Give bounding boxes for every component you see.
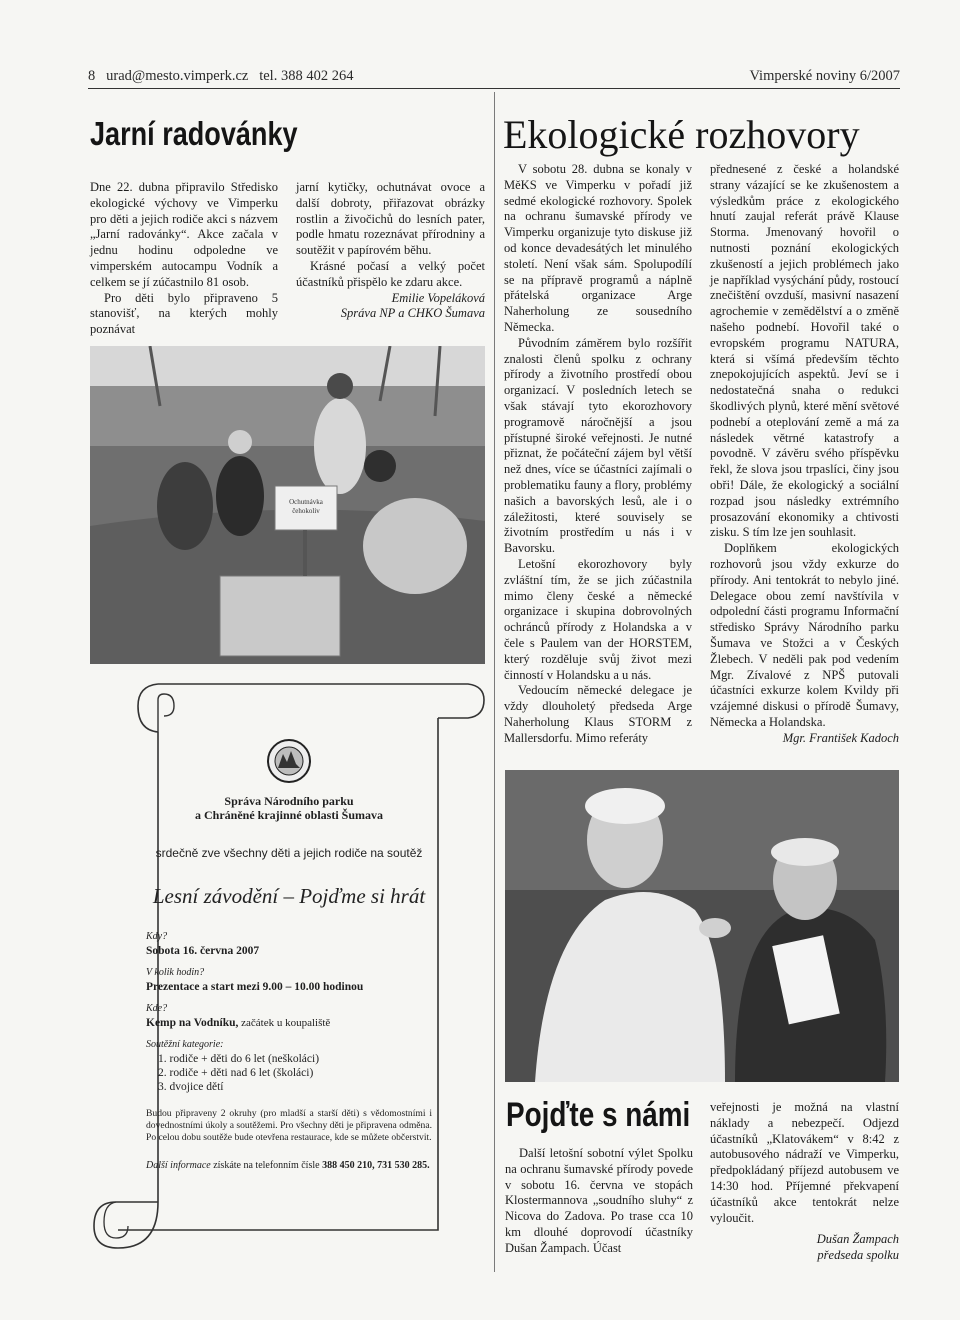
author-role: předseda spolku [817, 1248, 899, 1263]
paragraph: Letošní ekorozhovory byly zvláštní tím, že se jich zúčastnila mimo členy české a německé organizace i skupina dobrovolných ochránců přírody z Holandska a v čele s Paulem van der HORSTEM, který rozděluje svůj život mezi činností v Holandsku a u nás. [504, 556, 692, 682]
article-pojdte-col2 [710, 1100, 899, 1264]
category-label: Soutěžní kategorie: [146, 1039, 224, 1050]
article-title-eko: Ekologické rozhovory [503, 112, 860, 157]
paragraph: V sobotu 28. dubna se konaly v MěKS ve Vimperku v pořadí již sedmé ekologické rozhovory. Spolek na ochranu šumavské přírody ve Vimperku organizuje tyto diskuse již od konce devadesátých let minulého století. Není však sám. Spolupodílí se na přípravě programů a náplně přátelská organizace Arge Naherholung ze sousedního Německa. [504, 162, 692, 334]
where-label: Kde? [146, 1003, 168, 1014]
author-name: Mgr. František Kadoch [782, 730, 899, 745]
paragraph: Původním záměrem bylo rozšířit znalosti členů spolku z ochrany přírody a životního prostředí obou organizací. V posledních letech se však stávají tyto ekorozhovory programově náročnější a jsou přístupné široké veřejnosti. Je nutné přiznat, že počáteční zájem byl větší než dnes, více se účastníci zajímali o problematiku fauny a flory, problémy našich a bavorských lesů, ale i o záležitosti, které souvisely se životním prostředím u nás i v Bavorsku. [504, 335, 692, 556]
when-value: Sobota 16. června 2007 [146, 945, 260, 957]
paragraph: přednesené z české a holandské strany vázající se ke zkušenostem a výsledkům práce z ekologického hnutí zaujal referát právě Klause Storma. Jmenovaný hovořil o nutnosti poznání ekologických zkušeností a jejich problémech jako je například vysýchání půdy, rostoucí znečištění ovzduší, masivní nasazení agrochemie v zemědělství a o změně našeho podnebí. Hovořil také o evropském programu NATURA, která si všímá především těchto znepokojujících aspektů. Jeví se i nedostatečná snaha o redukci škodlivých plynů, které mění světové podnebí a oteplování země a má za následek větrné katastrofy a povodně. V závěru svého příspěvku řekl, že slova jsou trpaslíci, činy jsou obři! Dále, že ekologický a sociální rozpad jsou následky extrémního prosazování ekonomiky a chtivosti zisku. S tím lze jen souhlasit. [710, 162, 899, 540]
paragraph: Dne 22. dubna připravilo Středisko ekologické výchovy ve Vimperku pro děti a jejich rodiče akci s názvem „Jarní radovánky“. Akce začala v jednu hodinu odpoledne ve vimperském autocampu Vodník a celkem se jí zúčastnilo 81 osob. [90, 180, 278, 289]
time-value: Prezentace a start mezi 9.00 – 10.00 hodinou [146, 981, 364, 993]
article-jarni-col1 [90, 180, 278, 338]
author-organization: Správa NP a CHKO Šumava [340, 306, 485, 321]
category-item: 1. rodiče + děti do 6 let (neškoláci) [158, 1053, 320, 1065]
column-divider [494, 92, 495, 1272]
paragraph: veřejnosti je možná na vlastní náklady a nebezpečí. Odjezd účastníků „Klatovákem“ v 8:42 z autobusového nádraží ve Vimperku, předpokládaný příjezd autobusem ve 14:30 hod. Příjemné překvapení účastníků akce tentokrát nelze vyloučit. [710, 1100, 899, 1225]
article-title-jarni: Jarní radovánky [90, 115, 298, 152]
info-label: Další informace [146, 1159, 211, 1171]
header-publication: Vimperské noviny 6/2007 [749, 68, 900, 84]
poster-info [146, 1159, 432, 1172]
where-value [146, 1016, 432, 1030]
poster-details [146, 930, 432, 1172]
where-rest: začátek u koupaliště [238, 1017, 331, 1029]
photo-children-outdoor [90, 346, 485, 664]
info-rest: získáte na telefonním čísle [210, 1159, 323, 1171]
category-item: 3. dvojice dětí [158, 1081, 224, 1093]
poster-org-line2: a Chráněné krajinné oblasti Šumava [194, 808, 384, 822]
photo-speakers [505, 770, 899, 1082]
paragraph: Pro děti bylo připraveno 5 stanovišť, na kterých mohly poznávat [90, 290, 278, 337]
poster-org-line1: Správa Národního parku [224, 794, 354, 808]
poster-invite: srdečně zve všechny děti a jejich rodiče na soutěž [155, 846, 423, 860]
paragraph: Doplňkem ekologických rozhovorů jsou vždy exkurze do přírody. Ani tentokrát to nebylo jiné. Delegace obou zemí navštívila v odpolední části programu Informační středisko Správy Národního parku Šumava ve Stožci a v Českých Žlebech. V neděli pak pod vedením Mgr. Zívalové z NPŠ putovali účastníci exkurze kolem Kvildy při vzájemné diskusi o přírodě Šumavy, Německa a Holandska. [710, 541, 899, 729]
photo-sign-text: Ochutnávka [289, 498, 323, 506]
article-eko-col1 [504, 162, 692, 746]
header-contact: 8 urad@mesto.vimperk.cz tel. 388 402 264 [88, 68, 354, 84]
paragraph: Vedoucím německé delegace je vždy dlouholetý předseda Arge Naherholung Klaus STORM z Mallersdorfu. Mimo referáty [504, 683, 692, 745]
paragraph: Krásné počasí a velký počet účastníků přispělo ke zdaru akce. [296, 258, 485, 289]
page-header [88, 66, 900, 89]
info-phone: 388 450 210, 731 530 285. [322, 1159, 430, 1171]
category-list [146, 1052, 432, 1094]
author-name: Dušan Žampach [816, 1232, 899, 1247]
when-label: Kdy? [146, 931, 168, 942]
poster-note: Budou připraveny 2 okruhy (pro mladší a starší děti) s vědomostními i dovednostními úkoly a soutěžemi. Pro všechny děti je připravena odměna. Po celou dobu soutěže bude otevřena restaurace, kde se můžete občerstvit. [146, 1108, 432, 1144]
park-logo-seal [266, 738, 312, 784]
article-title-pojdte: Pojďte s námi [506, 1096, 691, 1134]
poster-organization [142, 794, 436, 822]
svg-text:čehokoliv: čehokoliv [292, 507, 320, 515]
article-eko-col2 [710, 162, 899, 746]
author-name: Emilie Vopeláková [391, 290, 485, 305]
category-item: 2. rodiče + děti nad 6 let (školáci) [158, 1067, 314, 1079]
poster-title: Lesní závodění – Pojďme si hrát [152, 884, 426, 908]
where-bold: Kemp na Vodníku, [146, 1017, 239, 1029]
time-label: V kolik hodin? [146, 967, 205, 978]
paragraph: Další letošní sobotní výlet Spolku na ochranu šumavské přírody povede v sobotu 16. června ve stopách Klostermannova „soudního sluhy“ z Nicova do Zadova. Po trase cca 10 km dlouhé doprovodí účastníky Dušan Žampach. Účast [505, 1146, 693, 1255]
article-pojdte-col1 [505, 1146, 693, 1257]
article-jarni-col2 [296, 180, 485, 322]
paragraph: jarní kytičky, ochutnávat ovoce a další dobroty, přiřazovat obrázky rostlin a živočichů do lesních pater, podle hmatu rozeznávat přírodniny a soutěžit v papírovém běhu. [296, 180, 485, 258]
